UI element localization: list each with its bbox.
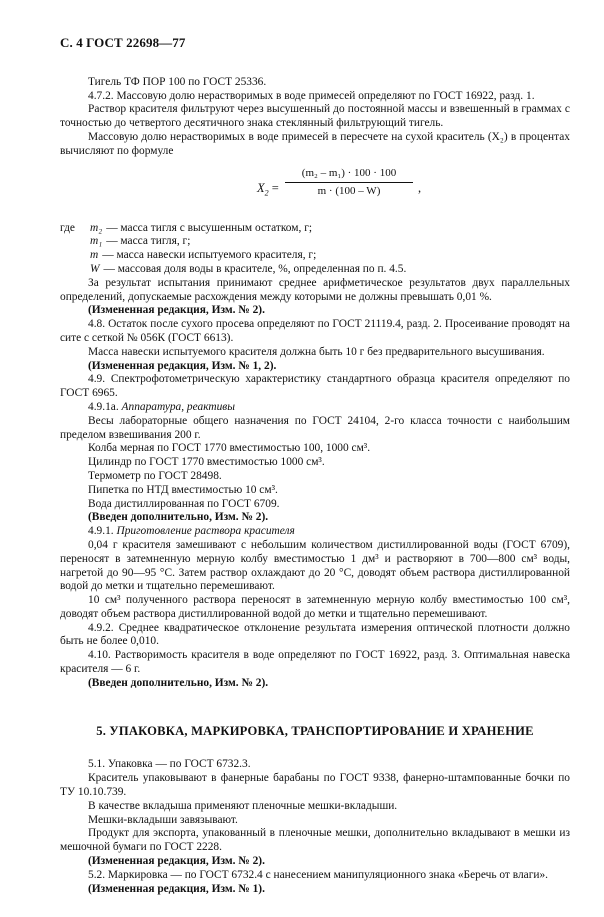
amendment-note: (Измененная редакция, Изм. № 2).	[88, 304, 265, 317]
subsection-title: 4.9.1а. Аппаратура, реактивы	[88, 400, 235, 413]
legend-text: — массовая доля воды в красителе, %, определенная по п. 4.5.	[103, 262, 407, 275]
amendment-note: (Измененная редакция, Изм. № 2).	[88, 855, 265, 868]
paragraph: Колба мерная по ГОСТ 1770 вместимостью 100, 1000 см³.	[88, 442, 371, 455]
paragraph: 4.9. Спектрофотометрическую характеристику стандартного образца красителя определяют по ГОСТ 6965.	[60, 373, 570, 400]
document-page	[60, 36, 570, 896]
legend-text: — масса тигля, г;	[106, 235, 191, 248]
paragraph: Раствор красителя фильтруют через высушенный до постоянной массы и взвешенный в граммах с точностью до четвертого десятичного знака стеклянный фильтрующий тигель.	[60, 103, 570, 130]
legend-row	[60, 263, 570, 277]
paragraph: Мешки-вкладыши завязывают.	[88, 813, 238, 826]
formula-denominator: m · (100 – W)	[317, 185, 381, 198]
section-title: 5. УПАКОВКА, МАРКИРОВКА, ТРАНСПОРТИРОВАНИЕ И ХРАНЕНИЕ	[96, 723, 534, 738]
paragraph: Тигель ТФ ПОР 100 по ГОСТ 25336.	[88, 75, 267, 88]
formula-numerator: (m₂ – m₁) · 100 · 100	[285, 167, 413, 184]
amendment-note: (Введен дополнительно, Изм. № 2).	[88, 676, 269, 689]
legend-symbol: m₁	[90, 235, 103, 248]
paragraph: Термометр по ГОСТ 28498.	[88, 469, 222, 482]
paragraph: 4.7.2. Массовую долю нерастворимых в воде примесей определяют по ГОСТ 16922, разд. 1.	[88, 89, 535, 102]
paragraph: 5.1. Упаковка — по ГОСТ 6732.3.	[88, 758, 251, 771]
amendment-note: (Введен дополнительно, Изм. № 2).	[88, 511, 269, 524]
formula-fraction	[285, 167, 413, 200]
formula	[60, 162, 570, 220]
legend-row	[60, 235, 570, 249]
legend-symbol: W	[90, 262, 100, 275]
legend-symbol: m₂	[90, 221, 103, 234]
legend-row	[60, 222, 570, 236]
page-header: С. 4 ГОСТ 22698—77	[60, 35, 186, 50]
paragraph: Продукт для экспорта, упакованный в пленочные мешки, дополнительно вкладывают в мешки из мешочной бумаги по ГОСТ 2228.	[60, 827, 570, 854]
subsection-title: 4.9.1. Приготовление раствора красителя	[88, 525, 295, 538]
paragraph: В качестве вкладыша применяют пленочные мешки-вкладыши.	[88, 799, 398, 812]
legend-text: — масса навески испытуемого красителя, г;	[102, 249, 317, 262]
paragraph: Масса навески испытуемого красителя должна быть 10 г без предварительного высушивания.	[88, 345, 545, 358]
paragraph: 5.2. Маркировка — по ГОСТ 6732.4 с нанесением манипуляционного знака «Беречь от влаги».	[88, 868, 549, 881]
paragraph: Весы лабораторные общего назначения по ГОСТ 24104, 2-го класса точности с наибольшим пределом взвешивания 200 г.	[60, 414, 570, 441]
paragraph: 4.10. Растворимость красителя в воде определяют по ГОСТ 16922, разд. 3. Оптимальная навеска красителя — 6 г.	[60, 649, 570, 676]
paragraph: Массовую долю нерастворимых в воде примесей в пересчете на сухой краситель (X₂) в процентах вычисляют по формуле	[60, 130, 570, 157]
paragraph: Краситель упаковывают в фанерные барабаны по ГОСТ 9338, фанерно-штампованные бочки по ТУ 10.10.739.	[60, 772, 570, 799]
paragraph: Цилиндр по ГОСТ 1770 вместимостью 1000 см³.	[88, 456, 325, 469]
paragraph: За результат испытания принимают среднее арифметическое результатов двух параллельных определений, допускаемые расхождения между которыми не должны превышать 0,01 %.	[60, 276, 570, 303]
formula-comma: ,	[418, 180, 422, 195]
legend-intro: где	[60, 221, 75, 234]
formula-lhs: $X_2$ =	[257, 180, 279, 198]
paragraph: 4.9.2. Среднее квадратическое отклонение результата измерения оптической плотности должно быть не более 0,010.	[60, 621, 570, 648]
paragraph: Вода дистиллированная по ГОСТ 6709.	[88, 497, 280, 510]
legend-row	[60, 249, 570, 263]
amendment-note: (Измененная редакция, Изм. № 1).	[88, 882, 265, 895]
formula-legend	[60, 222, 570, 277]
paragraph: 0,04 г красителя замешивают с небольшим количеством дистиллированной воды (ГОСТ 6709), переносят в затемненную мерную колбу вместимостью 1 дм³ и растворяют в 700—800 см³ воды, нагретой до 90—95 °С. Затем раствор охлаждают до 20 °С, доводят объем раствора дистиллированной водой до метки и тщательно перемешивают.	[60, 538, 570, 593]
amendment-note: (Измененная редакция, Изм. № 1, 2).	[88, 359, 277, 372]
paragraph: 10 см³ полученного раствора переносят в затемненную мерную колбу вместимостью 100 см³, доводят объем раствора дистиллированной водой до метки и тщательно перемешивают.	[60, 594, 570, 620]
legend-symbol: m	[90, 249, 99, 262]
paragraph: Пипетка по НТД вместимостью 10 см³.	[88, 483, 278, 496]
paragraph: 4.8. Остаток после сухого просева определяют по ГОСТ 21119.4, разд. 2. Просеивание проводят на сите с сеткой № 056К (ГОСТ 6613).	[60, 318, 570, 344]
legend-text: — масса тигля с высушенным остатком, г;	[106, 221, 313, 234]
